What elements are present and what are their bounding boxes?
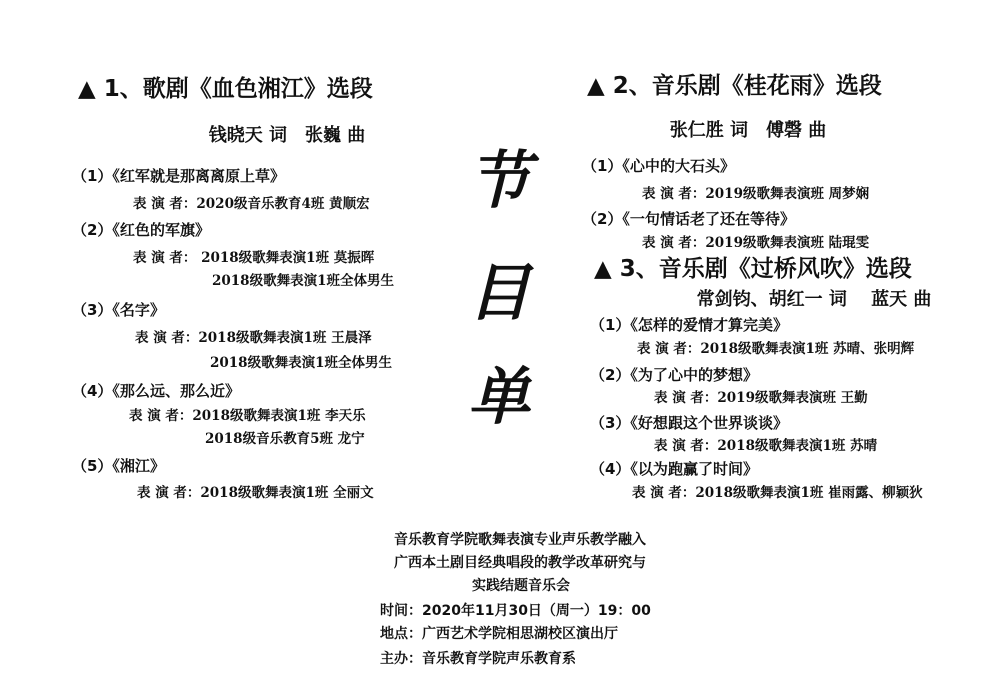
program-item-title: （3）《名字》 — [72, 301, 165, 319]
concert-title-line: 实践结题音乐会 — [472, 578, 570, 594]
program-item-performers: 表 演 者：2018级歌舞表演1班 崔雨露、柳颖狄 — [632, 485, 923, 501]
program-item-performers: 表 演 者：2019级歌舞表演班 王勤 — [654, 390, 868, 406]
concert-venue: 地点：广西艺术学院相思湖校区演出厅 — [380, 626, 618, 642]
program-item-performers: 2018级音乐教育5班 龙宁 — [205, 431, 365, 447]
vertical-title-char: 节 — [468, 144, 531, 217]
concert-host: 主办：音乐教育学院声乐教育系 — [380, 651, 576, 667]
program-item-title: （1）《红军就是那离离原上草》 — [72, 167, 285, 185]
program-item-title: （4）《以为跑赢了时间》 — [590, 460, 758, 478]
concert-title-line: 音乐教育学院歌舞表演专业声乐教学融入 — [394, 532, 646, 548]
program-item-performers: 表 演 者：2019级歌舞表演班 陆琨雯 — [642, 235, 870, 251]
section-credits-1: 钱晓天 词 张巍 曲 — [208, 125, 366, 146]
section-credits-2: 张仁胜 词 傅磬 曲 — [669, 120, 827, 141]
program-item-title: （3）《好想跟这个世界谈谈》 — [590, 414, 788, 432]
vertical-title-char: 单 — [468, 360, 531, 433]
program-item-performers: 表 演 者： 2018级歌舞表演1班 莫振晖 — [133, 250, 375, 266]
section-heading-3: ▲ 3、音乐剧《过桥风吹》选段 — [594, 256, 912, 282]
program-item-performers: 2018级歌舞表演1班全体男生 — [210, 355, 392, 371]
program-item-title: （5）《湘江》 — [72, 457, 165, 475]
program-item-performers: 表 演 者：2018级歌舞表演1班 苏晴、张明辉 — [637, 341, 915, 357]
program-item-performers: 表 演 者：2018级歌舞表演1班 李天乐 — [129, 408, 366, 424]
concert-title-line: 广西本土剧目经典唱段的教学改革研究与 — [394, 555, 646, 571]
program-item-title: （2）《一句情话老了还在等待》 — [582, 210, 795, 228]
program-item-title: （1）《心中的大石头》 — [582, 157, 735, 175]
program-item-performers: 表 演 者：2018级歌舞表演1班 全丽文 — [137, 485, 374, 501]
section-credits-3: 常剑钧、胡红一 词 蓝天 曲 — [696, 289, 932, 310]
program-item-performers: 2018级歌舞表演1班全体男生 — [212, 273, 394, 289]
program-item-performers: 表 演 者：2018级歌舞表演1班 王晨泽 — [135, 330, 372, 346]
vertical-title-char: 目 — [468, 256, 531, 329]
program-item-performers: 表 演 者：2020级音乐教育4班 黄顺宏 — [133, 196, 370, 212]
program-item-title: （2）《红色的军旗》 — [72, 221, 210, 239]
section-heading-2: ▲ 2、音乐剧《桂花雨》选段 — [587, 73, 882, 99]
program-item-performers: 表 演 者：2019级歌舞表演班 周梦娴 — [642, 186, 870, 202]
program-item-performers: 表 演 者：2018级歌舞表演1班 苏晴 — [654, 438, 878, 454]
program-item-title: （2）《为了心中的梦想》 — [590, 366, 758, 384]
program-item-title: （4）《那么远、那么近》 — [72, 382, 240, 400]
concert-time: 时间：2020年11月30日（周一）19：00 — [380, 603, 651, 619]
program-item-title: （1）《怎样的爱情才算完美》 — [590, 316, 788, 334]
section-heading-1: ▲ 1、歌剧《血色湘江》选段 — [78, 76, 373, 102]
